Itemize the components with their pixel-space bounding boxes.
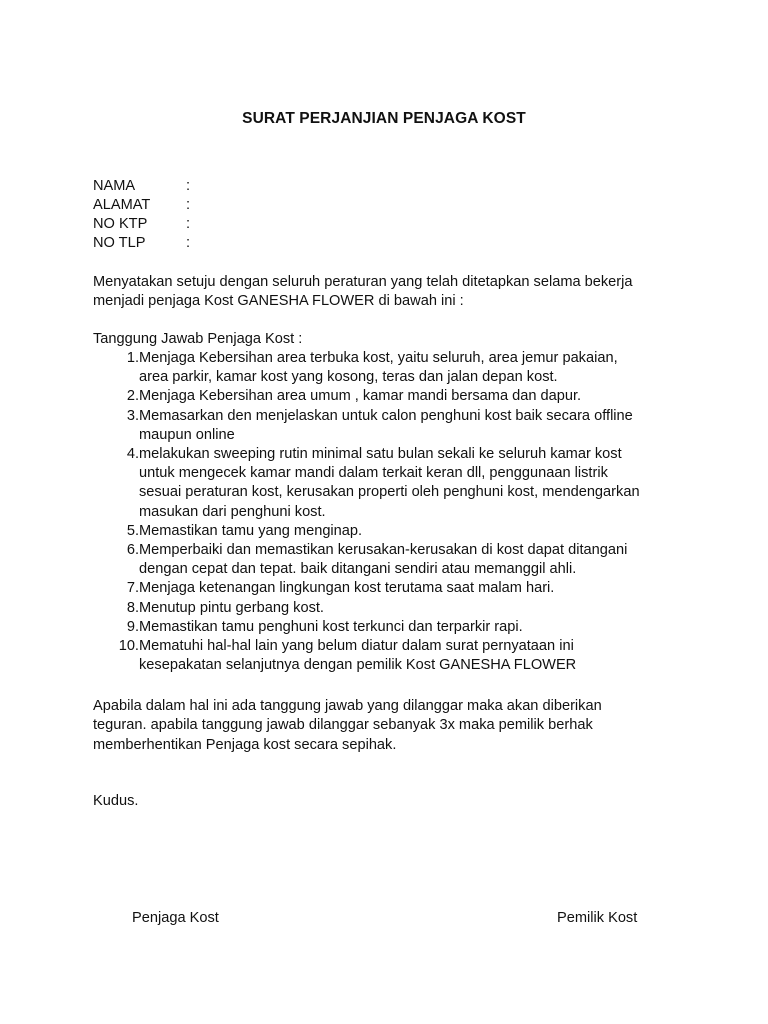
item-line: Menutup pintu gerbang kost.: [139, 599, 324, 616]
field-row-no-ktp: [93, 215, 198, 234]
item-text: [139, 579, 693, 598]
field-row-nama: [93, 177, 198, 196]
list-item: [93, 349, 693, 387]
item-text: [139, 637, 693, 675]
item-line: Mematuhi hal-hal lain yang belum diatur dalam surat pernyataan ini: [139, 638, 574, 655]
list-item: [93, 637, 693, 675]
item-number: 9.: [126, 618, 139, 635]
item-number: 6.: [126, 542, 139, 559]
list-item: [93, 618, 693, 637]
field-colon: :: [186, 197, 191, 213]
item-line: Memastikan tamu yang menginap.: [139, 522, 363, 539]
list-item: [93, 387, 693, 406]
item-text: [139, 599, 693, 618]
item-line: untuk mengecek kamar mandi dalam terkait keran dll, penggunaan listrik: [139, 465, 608, 482]
item-line: Memasarkan den menjelaskan untuk calon penghuni kost baik secara offline: [139, 407, 633, 424]
field-label: ALAMAT: [93, 197, 151, 213]
responsibilities-heading: Tanggung Jawab Penjaga Kost :: [93, 331, 303, 347]
item-text: [139, 387, 693, 406]
intro-line: menjadi penjaga Kost GANESHA FLOWER di bawah ini :: [93, 293, 464, 309]
item-text: [139, 407, 693, 445]
item-number: 5.: [126, 522, 139, 539]
item-text: [139, 618, 693, 637]
field-row-no-tlp: [93, 234, 198, 253]
item-number: 4.: [126, 446, 139, 463]
item-text: [139, 349, 693, 387]
item-line: melakukan sweeping rutin minimal satu bulan sekali ke seluruh kamar kost: [139, 446, 622, 463]
item-text: [139, 445, 693, 522]
list-item: [93, 579, 693, 598]
list-item: [93, 407, 693, 445]
item-line: maupun online: [139, 426, 235, 443]
field-label: NO KTP: [93, 216, 148, 232]
item-number: 1.: [126, 350, 139, 366]
item-number: 3.: [126, 407, 139, 424]
item-number: 10.: [118, 638, 139, 655]
list-item: [93, 445, 693, 522]
field-colon: :: [186, 178, 191, 194]
field-colon: :: [186, 216, 191, 232]
list-item: [93, 541, 693, 579]
item-line: kesepakatan selanjutnya dengan pemilik Kost GANESHA FLOWER: [139, 657, 577, 674]
closing-paragraph: [93, 697, 693, 755]
responsibilities-list: [93, 349, 693, 675]
field-label: NO TLP: [93, 235, 146, 251]
item-line: Menjaga Kebersihan area umum , kamar mandi bersama dan dapur.: [139, 388, 582, 405]
item-text: [139, 522, 693, 541]
item-line: Memastikan tamu penghuni kost terkunci dan terparkir rapi.: [139, 618, 523, 635]
identity-fields: [93, 177, 198, 253]
item-line: Menjaga ketenangan lingkungan kost terutama saat malam hari.: [139, 580, 555, 597]
closing-line: memberhentikan Penjaga kost secara sepihak.: [93, 736, 397, 753]
item-number: 7.: [126, 580, 139, 597]
field-label: NAMA: [93, 178, 136, 194]
list-item: [93, 522, 693, 541]
field-colon: :: [186, 235, 191, 251]
signature-left-label: Penjaga Kost: [132, 910, 219, 926]
list-item: [93, 599, 693, 618]
field-row-alamat: [93, 196, 198, 215]
closing-line: teguran. apabila tanggung jawab dilanggar sebanyak 3x maka pemilik berhak: [93, 717, 593, 734]
item-line: area parkir, kamar kost yang kosong, teras dan jalan depan kost.: [139, 369, 558, 386]
item-line: Memperbaiki dan memastikan kerusakan-kerusakan di kost dapat ditangani: [139, 542, 628, 559]
item-line: masukan dari penghuni kost.: [139, 503, 326, 520]
item-line: Menjaga Kebersihan area terbuka kost, yaitu seluruh, area jemur pakaian,: [139, 350, 618, 366]
item-number: 2.: [126, 388, 139, 405]
document-title: SURAT PERJANJIAN PENJAGA KOST: [242, 110, 526, 127]
intro-paragraph: [93, 273, 693, 311]
signature-right-label: Pemilik Kost: [557, 910, 638, 926]
closing-line: Apabila dalam hal ini ada tanggung jawab yang dilanggar maka akan diberikan: [93, 698, 602, 714]
item-line: sesuai peraturan kost, kerusakan properti oleh penghuni kost, mendengarkan: [139, 484, 640, 501]
item-number: 8.: [126, 599, 139, 616]
item-line: dengan cepat dan tepat. baik ditangani sendiri atau memanggil ahli.: [139, 561, 577, 578]
city-date: Kudus.: [93, 793, 139, 809]
item-text: [139, 541, 693, 579]
intro-line: Menyatakan setuju dengan seluruh peraturan yang telah ditetapkan selama bekerja: [93, 274, 633, 290]
